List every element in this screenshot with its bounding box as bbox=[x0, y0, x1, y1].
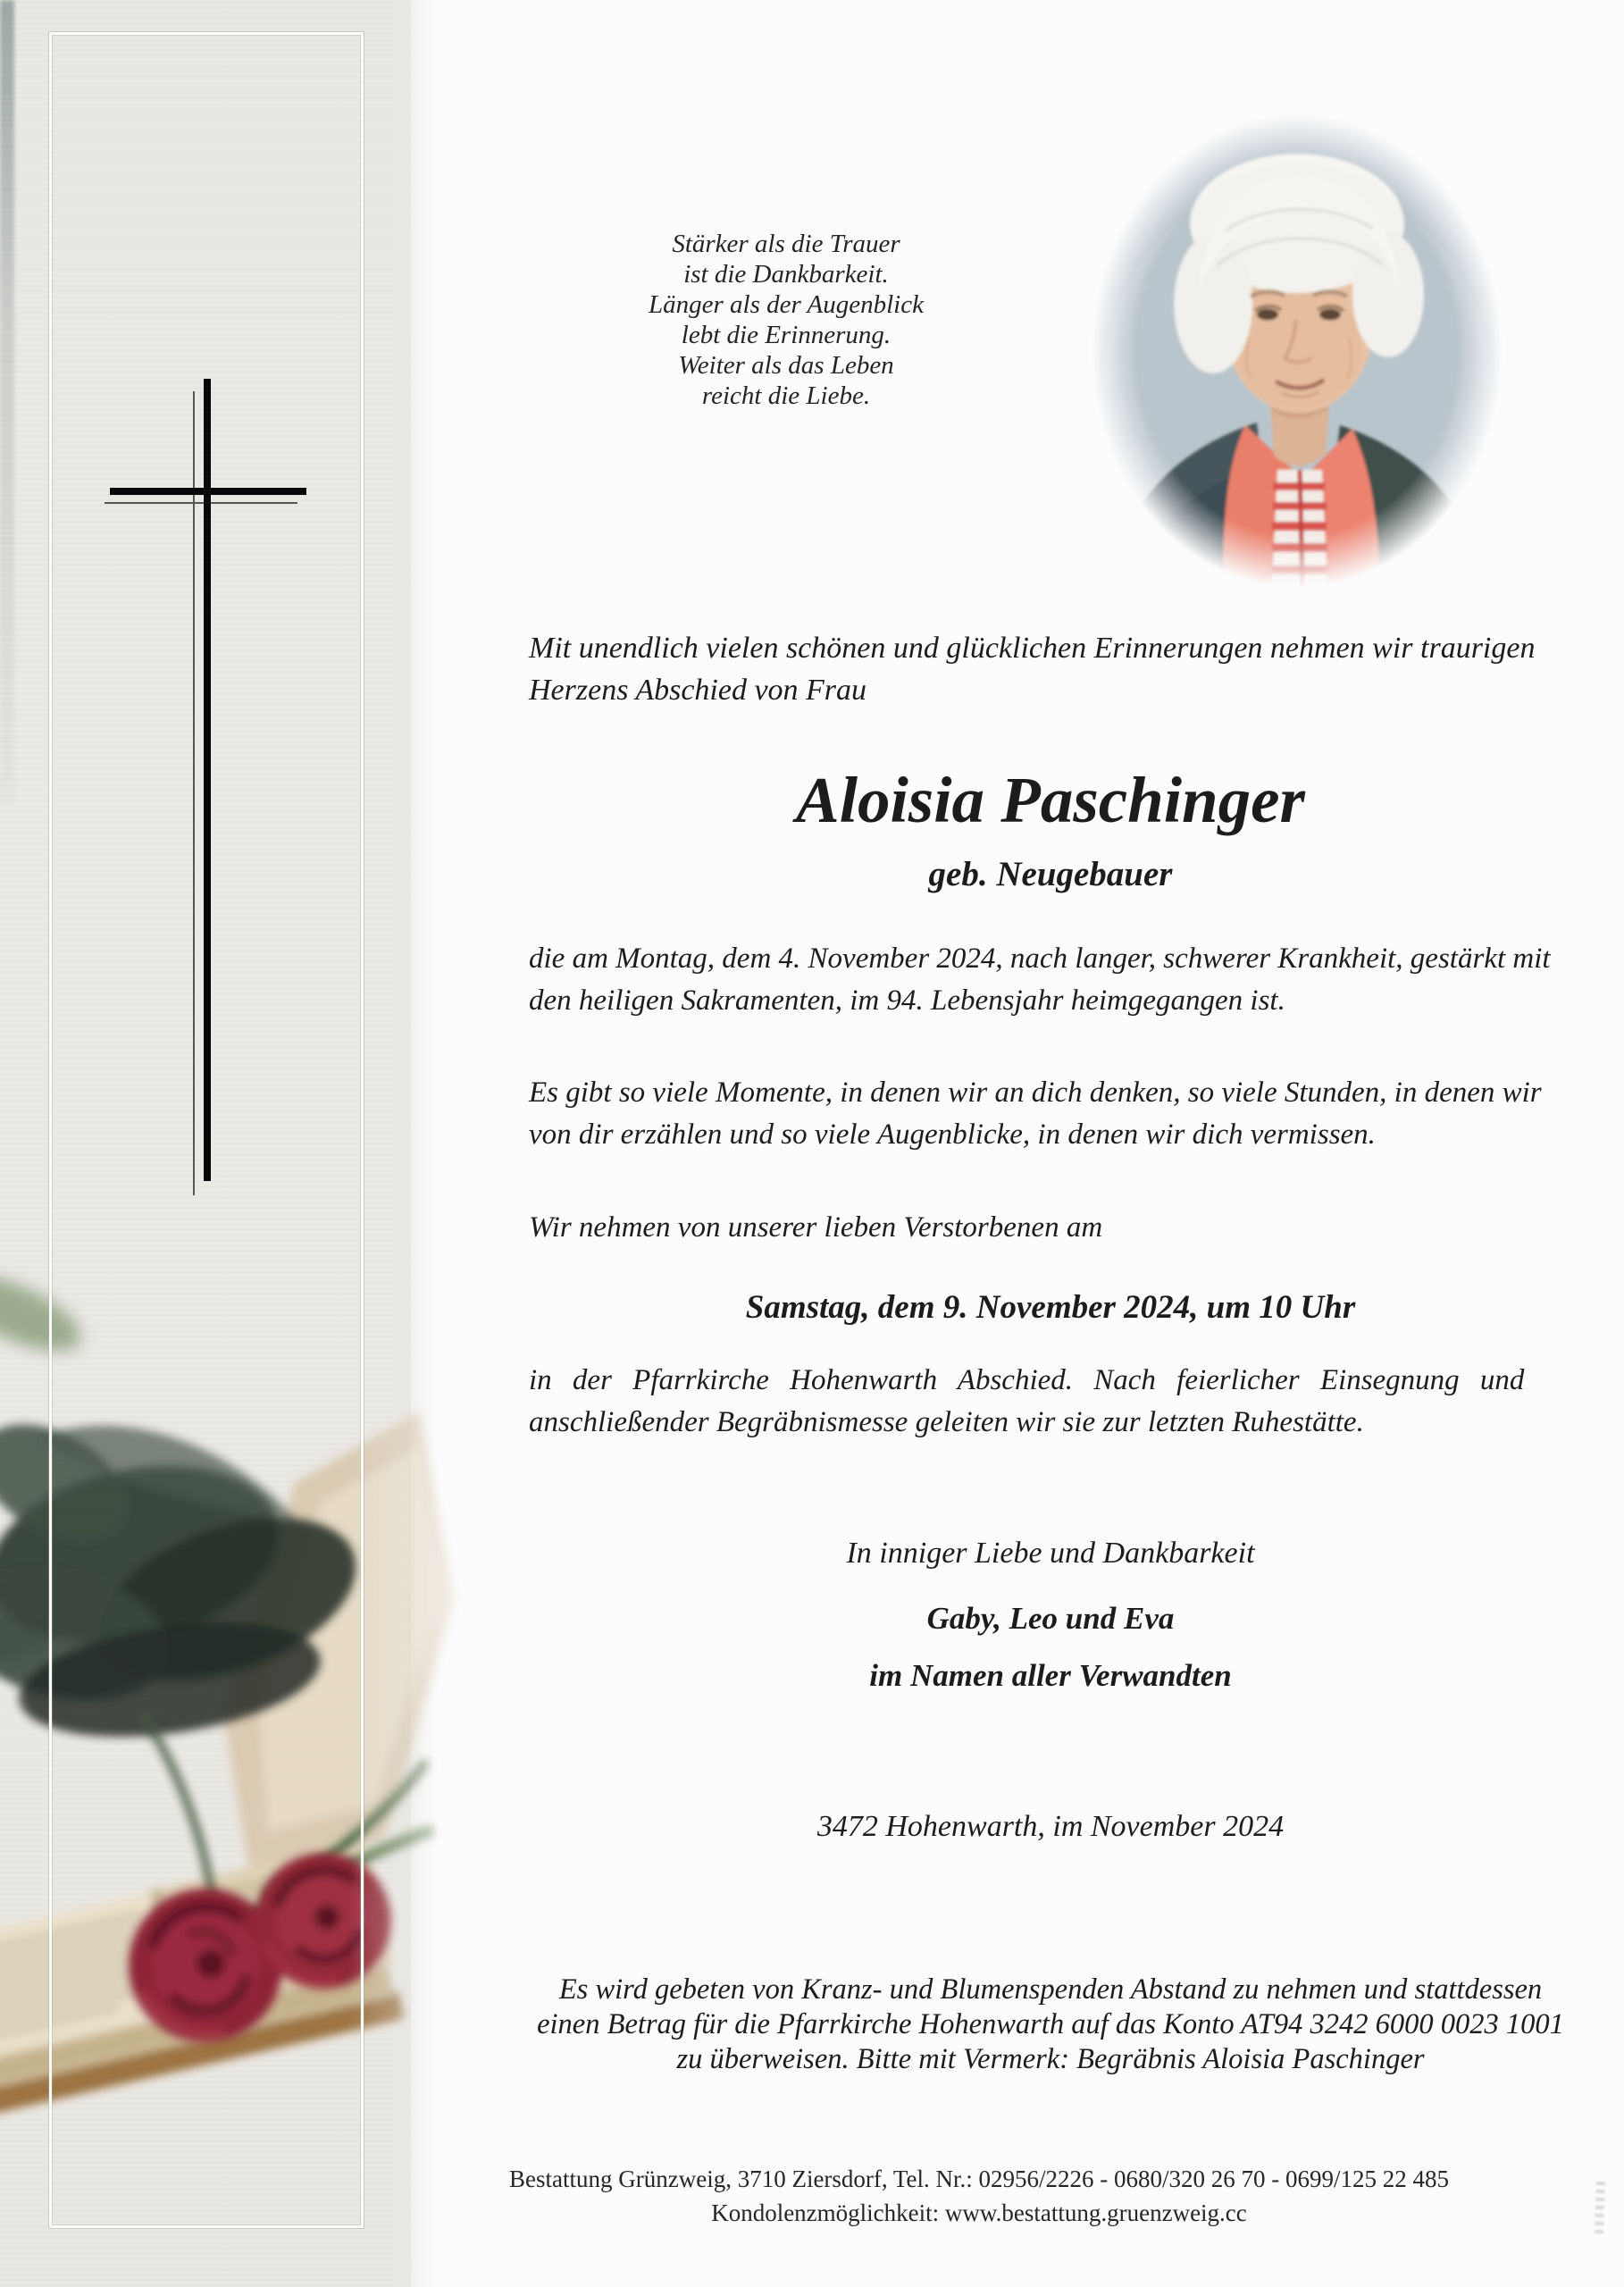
cross-horizontal-bar bbox=[110, 488, 306, 495]
remembrance-line: von dir erzählen und so viele Augenblicke, in denen wir dich vermissen. bbox=[529, 1118, 1376, 1151]
poem-line: Stärker als die Trauer bbox=[672, 230, 900, 258]
deceased-name: Aloisia Paschinger bbox=[796, 764, 1305, 836]
committal-paragraph bbox=[529, 1360, 1572, 1444]
intro-paragraph bbox=[529, 627, 1572, 711]
cross-vertical-bar bbox=[204, 379, 211, 1181]
funeral-intro-line: Wir nehmen von unserer lieben Verstorbenen am bbox=[529, 1211, 1103, 1244]
funeral-datetime: Samstag, dem 9. November 2024, um 10 Uhr bbox=[745, 1289, 1356, 1326]
committal-line: anschließender Begräbnismesse geleiten wir sie zur letzten Ruhestätte. bbox=[529, 1406, 1364, 1438]
poem bbox=[429, 229, 1143, 411]
death-notice-paragraph bbox=[529, 938, 1572, 1022]
portrait-photo bbox=[1092, 114, 1503, 588]
cross-thin-vertical bbox=[193, 391, 195, 1195]
poem-line: Länger als der Augenblick bbox=[649, 290, 924, 319]
death-notice-line: den heiligen Sakramenten, im 94. Lebensjahr heimgegangen ist. bbox=[529, 984, 1285, 1017]
donation-line: Es wird gebeten von Kranz- und Blumenspenden Abstand zu nehmen und stattdessen bbox=[558, 1973, 1543, 2006]
poem-line: lebt die Erinnerung. bbox=[681, 321, 892, 349]
poem-line: reicht die Liebe. bbox=[701, 381, 871, 410]
farewell-relatives: im Namen aller Verwandten bbox=[869, 1658, 1232, 1693]
scan-edge-shadow bbox=[0, 0, 14, 804]
funeral-home-contact-line: Bestattung Grünzweig, 3710 Ziersdorf, Tel. Nr.: 02956/2226 - 0680/320 26 70 - 0699/125 22 485 bbox=[509, 2166, 1449, 2192]
remembrance-line: Es gibt so viele Momente, in denen wir an dich denken, so viele Stunden, in denen wir bbox=[529, 1076, 1542, 1109]
place-date-line: 3472 Hohenwarth, im November 2024 bbox=[816, 1810, 1285, 1843]
intro-line: Herzens Abschied von Frau bbox=[529, 674, 867, 707]
poem-line: ist die Dankbarkeit. bbox=[683, 260, 889, 289]
print-mark bbox=[1595, 2180, 1605, 2233]
farewell-closing: In inniger Liebe und Dankbarkeit bbox=[846, 1537, 1255, 1570]
maiden-name: geb. Neugebauer bbox=[928, 855, 1173, 893]
poem-line: Weiter als das Leben bbox=[678, 351, 894, 380]
donation-paragraph bbox=[529, 1973, 1572, 2077]
farewell-family-names: Gaby, Leo und Eva bbox=[926, 1601, 1175, 1636]
remembrance-paragraph bbox=[529, 1072, 1572, 1156]
intro-line: Mit unendlich vielen schönen und glücklichen Erinnerungen nehmen wir traurigen bbox=[529, 632, 1536, 665]
cross-thin-horizontal bbox=[105, 502, 297, 504]
death-notice-line: die am Montag, dem 4. November 2024, nach langer, schwerer Krankheit, gestärkt mit bbox=[529, 942, 1551, 975]
donation-line: zu überweisen. Bitte mit Vermerk: Begräbnis Aloisia Paschinger bbox=[676, 2043, 1425, 2075]
condolence-website-line: Kondolenzmöglichkeit: www.bestattung.gruenzweig.cc bbox=[711, 2199, 1247, 2226]
committal-line: in der Pfarrkirche Hohenwarth Abschied. Nach feierlicher Einsegnung und bbox=[529, 1364, 1525, 1396]
donation-line: einen Betrag für die Pfarrkirche Hohenwarth auf das Konto AT94 3242 6000 0023 1001 bbox=[537, 2008, 1564, 2040]
